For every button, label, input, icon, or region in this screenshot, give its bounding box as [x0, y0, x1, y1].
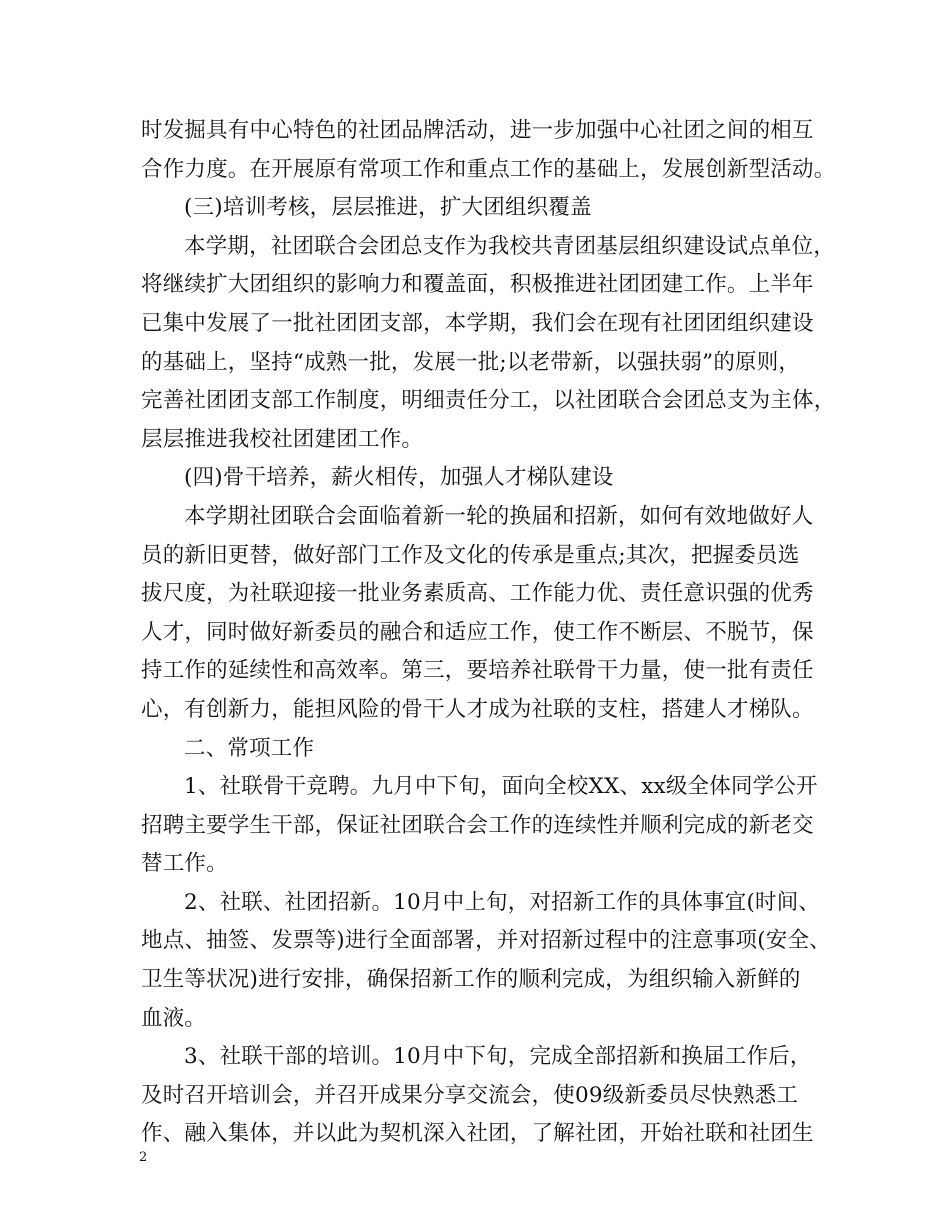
- text-line: 已集中发展了一批社团团支部，本学期，我们会在现有社团团组织建设: [141, 310, 814, 336]
- text-line: 卫生等状况)进行安排，确保招新工作的顺利完成，为组织输入新鲜的: [141, 967, 801, 993]
- text-line: 完善社团团支部工作制度，明细责任分工，以社团联合会团总支为主体，: [141, 388, 836, 414]
- text-line: 地点、抽签、发票等)进行全面部署，并对招新过程中的注意事项(安全、: [141, 928, 831, 954]
- text-line: 时发掘具有中心特色的社团品牌活动，进一步加强中心社团之间的相互: [141, 118, 814, 143]
- text-line: 的基础上，坚持“成熟一批，发展一批;以老带新，以强扶弱”的原则，: [141, 349, 801, 375]
- text-line: 本学期社团联合会面临着新一轮的换届和招新，如何有效地做好人: [184, 503, 814, 529]
- text-line: 3、社联干部的培训。10月中下旬，完成全部招新和换届工作后，: [184, 1044, 812, 1070]
- text-line: 2、社联、社团招新。10月中上旬，对招新工作的具体事宜(时间、: [184, 889, 821, 915]
- text-line: 心，有创新力，能担风险的骨干人才成为社联的支柱，搭建人才梯队。: [141, 696, 814, 722]
- text-line: 作、融入集体，并以此为契机深入社团，了解社团，开始社联和社团生: [141, 1121, 814, 1147]
- body-text: [141, 112, 836, 1154]
- text-line: 替工作。: [141, 851, 228, 877]
- text-line: 员的新旧更替，做好部门工作及文化的传承是重点;其次，把握委员选: [141, 542, 800, 568]
- text-line: 及时召开培训会，并召开成果分享交流会，使09级新委员尽快熟悉工: [141, 1082, 799, 1108]
- text-line: 1、社联骨干竞聘。九月中下旬，面向全校XX、xx级全体同学公开: [184, 774, 818, 800]
- text-line: 本学期，社团联合会团总支作为我校共青团基层组织建设试点单位，: [184, 233, 836, 259]
- text-line: 合作力度。在开展原有常项工作和重点工作的基础上，发展创新型活动。: [141, 156, 836, 182]
- text-line: 将继续扩大团组织的影响力和覆盖面，积极推进社团团建工作。上半年: [141, 272, 814, 298]
- page-number: 2: [139, 1150, 148, 1165]
- text-line: 层层推进我校社团建团工作。: [141, 426, 424, 452]
- text-line: 血液。: [141, 1005, 207, 1031]
- text-line: 人才，同时做好新委员的融合和适应工作，使工作不断层、不脱节，保: [141, 619, 814, 645]
- section-heading: (三)培训考核，层层推进，扩大团组织覆盖: [184, 195, 592, 221]
- text-line: 拔尺度，为社联迎接一批业务素质高、工作能力优、责任意识强的优秀: [141, 581, 814, 607]
- section-heading: (四)骨干培养，薪火相传，加强人才梯队建设: [184, 465, 614, 491]
- text-line: 招聘主要学生干部，保证社团联合会工作的连续性并顺利完成的新老交: [141, 812, 814, 838]
- section-heading: 二、常项工作: [184, 735, 315, 761]
- text-line: 持工作的延续性和高效率。第三，要培养社联骨干力量，使一批有责任: [141, 658, 814, 684]
